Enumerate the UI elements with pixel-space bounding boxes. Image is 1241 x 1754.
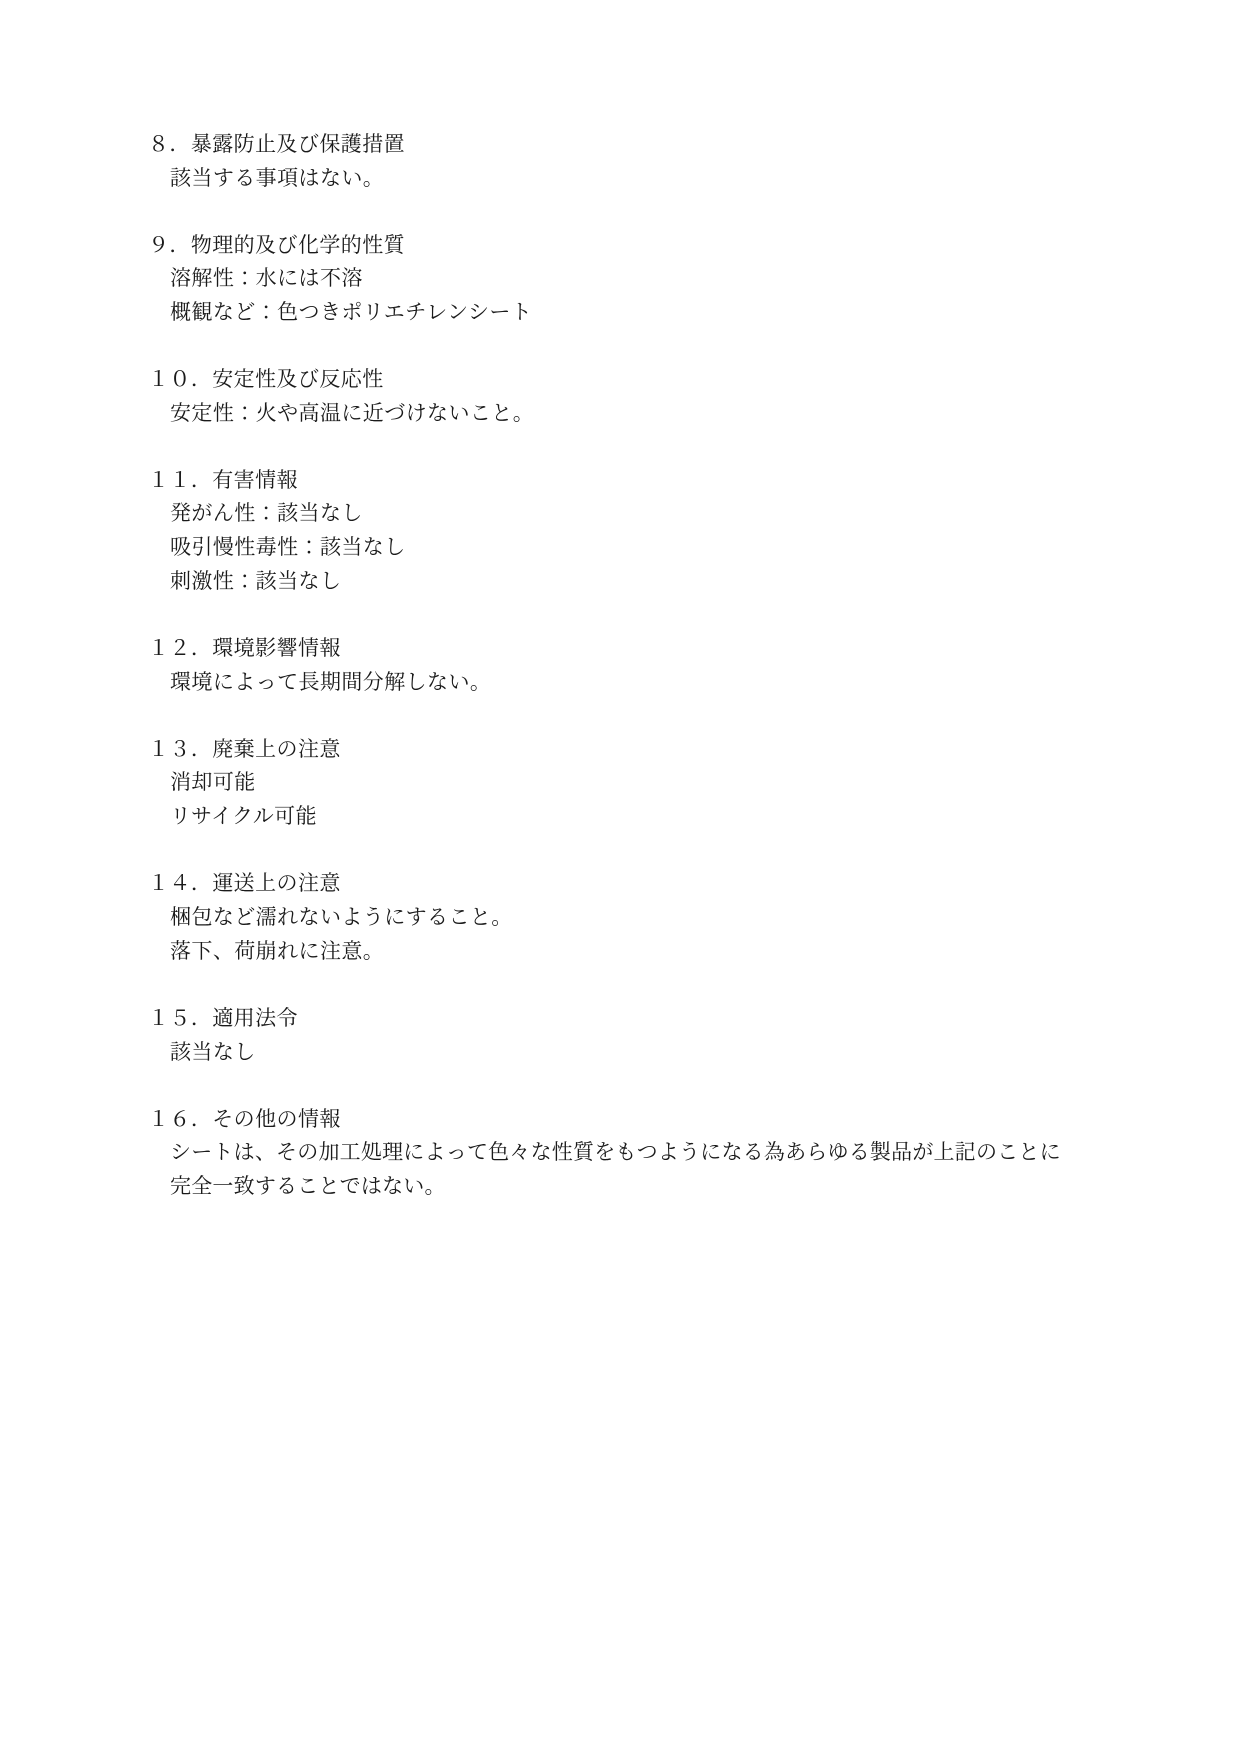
- document-body: [148, 128, 1088, 1237]
- section-body: [170, 765, 1088, 833]
- section-heading: １５．適用法令: [148, 1006, 298, 1031]
- body-line: 環境によって長期間分解しない。: [170, 669, 492, 694]
- body-line: 概観など：色つきポリエチレンシート: [170, 300, 533, 325]
- body-line: 発がん性：該当なし: [170, 501, 363, 526]
- section-heading: １０．安定性及び反応性: [148, 367, 384, 392]
- body-line: 溶解性：水には不溶: [170, 266, 363, 291]
- section-heading: ８．暴露防止及び保護措置: [148, 132, 406, 156]
- body-line: リサイクル可能: [170, 804, 317, 829]
- body-line: 消却可能: [170, 770, 256, 795]
- section-body: [170, 1035, 1088, 1069]
- body-line: 梱包など濡れないようにすること。: [170, 904, 513, 929]
- section-12: [148, 632, 1088, 699]
- section-heading: １２．環境影響情報: [148, 636, 341, 661]
- section-9: [148, 229, 1088, 330]
- body-line: 安定性：火や高温に近づけないこと。: [170, 400, 535, 425]
- section-body: [170, 900, 1088, 968]
- section-10: [148, 363, 1088, 430]
- body-line: 完全一致することではない。: [170, 1174, 446, 1199]
- section-8: [148, 128, 1088, 195]
- body-line: 該当なし: [170, 1039, 256, 1064]
- body-line: 吸引慢性毒性：該当なし: [170, 535, 406, 560]
- section-body: [170, 261, 1088, 329]
- section-body: [170, 1135, 1088, 1203]
- body-line: 落下、荷崩れに注意。: [170, 939, 385, 963]
- section-heading: １６．その他の情報: [148, 1106, 341, 1131]
- body-line: シートは、その加工処理によって色々な性質をもつようになる為あらゆる製品が上記のことに: [170, 1140, 1061, 1165]
- section-heading: １４．運送上の注意: [148, 871, 341, 896]
- section-heading: ９．物理的及び化学的性質: [148, 232, 406, 257]
- body-line: 該当する事項はない。: [170, 165, 385, 190]
- section-15: [148, 1002, 1088, 1069]
- section-heading: １１．有害情報: [148, 467, 298, 492]
- section-13: [148, 733, 1088, 834]
- section-16: [148, 1103, 1088, 1204]
- section-11: [148, 464, 1088, 599]
- section-14: [148, 867, 1088, 968]
- section-body: [170, 396, 1088, 430]
- section-body: [170, 161, 1088, 195]
- section-body: [170, 496, 1088, 598]
- body-line: 刺激性：該当なし: [170, 569, 342, 594]
- section-body: [170, 665, 1088, 699]
- section-heading: １３．廃棄上の注意: [148, 736, 341, 761]
